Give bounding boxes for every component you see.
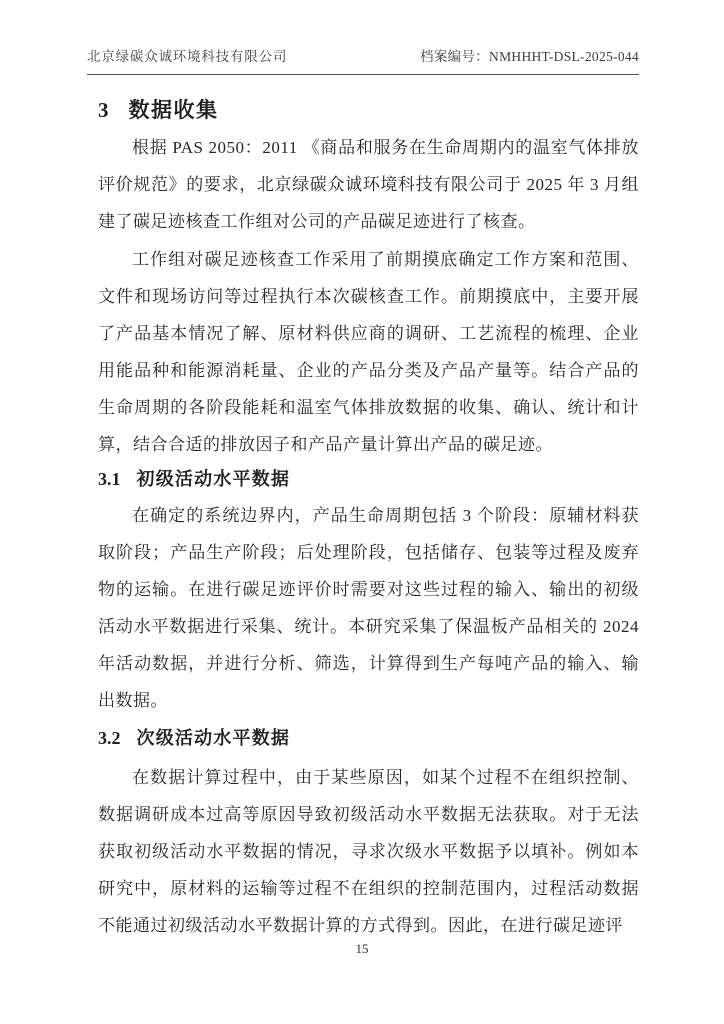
paragraph-intro: 根据 PAS 2050：2011 《商品和服务在生命周期内的温室气体排放评价规范》的要求，北京绿碳众诚环境科技有限公司于 2025 年 3 月组建了碳足迹核查工作组对公司的产品碳足迹进行了核查。: [98, 138, 639, 231]
section-title: 初级活动水平数据: [136, 469, 291, 489]
page-header: [87, 45, 639, 75]
paragraph-primary-activity-data: 在确定的系统边界内，产品生命周期包括 3 个阶段：原辅材料获取阶段；产品生产阶段；后处理阶段，包括储存、包装等过程及废弃物的运输。在进行碳足迹评价时需要对这些过程的输入、输出的初级活动水平数据进行采集、统计。本研究采集了保温板产品相关的 2024 年活动数据，并进行分析、筛选，计算得到生产每吨产品的输入、输出数据。: [98, 506, 639, 710]
section-number: 3.1: [98, 469, 121, 489]
section-heading-3-2: [98, 724, 290, 750]
section-number: 3.2: [98, 728, 121, 748]
page-footer: [0, 941, 724, 957]
company-name: 北京绿碳众诚环境科技有限公司: [87, 49, 288, 64]
section-title: 数据收集: [128, 98, 219, 122]
paragraph-workgroup: 工作组对碳足迹核查工作采用了前期摸底确定工作方案和范围、文件和现场访问等过程执行本次碳核查工作。前期摸底中，主要开展了产品基本情况了解、原材料供应商的调研、工艺流程的梳理、企业用能品种和能源消耗量、企业的产品分类及产品产量等。结合产品的生命周期的各阶段能耗和温室气体排放数据的收集、确认、统计和计算，结合合适的排放因子和产品产量计算出产品的碳足迹。: [98, 250, 639, 454]
section-number: 3: [98, 98, 109, 122]
paragraph-secondary-activity-data: 在数据计算过程中，由于某些原因，如某个过程不在组织控制、数据调研成本过高等原因导致初级活动水平数据无法获取。对于无法获取初级活动水平数据的情况，寻求次级水平数据予以填补。例如本研究中，原材料的运输等过程不在组织的控制范围内，过程活动数据不能通过初级活动水平数据计算的方式得到。因此，在进行碳足迹评: [98, 768, 639, 935]
page-number: 15: [355, 941, 369, 956]
archive-number: 档案编号：NMHHHT-DSL-2025-044: [420, 49, 639, 64]
section-heading-3: [98, 94, 219, 124]
section-heading-3-1: [98, 465, 290, 491]
section-title: 次级活动水平数据: [136, 728, 291, 748]
